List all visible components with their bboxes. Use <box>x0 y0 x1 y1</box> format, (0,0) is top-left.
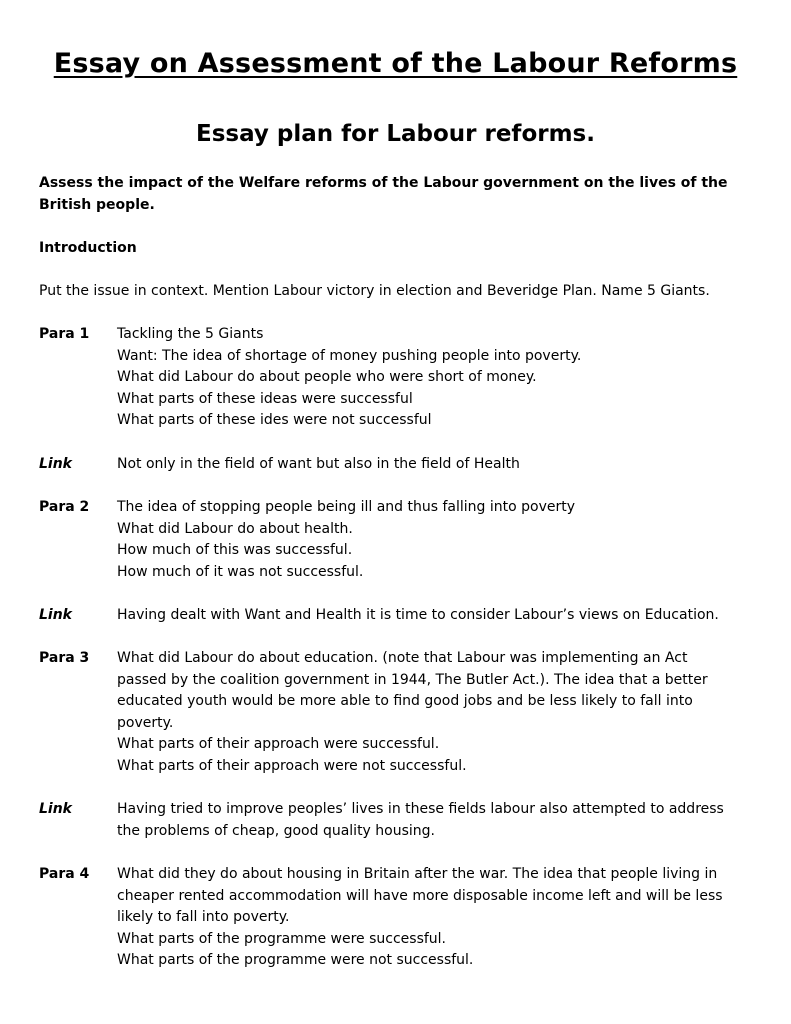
section-line: What did Labour do about health. <box>117 520 353 537</box>
section-line: What did Labour do about people who were short of money. <box>117 369 537 386</box>
essay-question: Assess the impact of the Welfare reforms of the Labour government on the lives of the British people. <box>39 175 728 213</box>
section-line: What did they do about housing in Britain after the war. The idea that people living in <box>117 866 718 882</box>
section-line: What did Labour do about education. (note that Labour was implementing an Act <box>117 650 688 666</box>
section-body <box>117 324 767 432</box>
section-line: Want: The idea of shortage of money pushing people into poverty. <box>117 347 582 364</box>
section-label: Para 3 <box>39 650 90 666</box>
section-line: poverty. <box>117 714 174 731</box>
section-line: What parts of the programme were not successful. <box>117 952 474 969</box>
section-line: What parts of these ides were not successful <box>117 412 432 429</box>
section-line: Having tried to improve peoples’ lives in these fields labour also attempted to address <box>117 801 724 817</box>
section-line: educated youth would be more able to find good jobs and be less likely to fall into <box>117 693 693 710</box>
introduction-text: Put the issue in context. Mention Labour victory in election and Beveridge Plan. Name 5 Giants. <box>39 283 710 299</box>
section-line: How much of this was successful. <box>117 542 353 559</box>
section-line: What parts of these ideas were successful <box>117 390 413 407</box>
section-body <box>117 864 767 972</box>
section-body <box>117 497 767 583</box>
document-subtitle: Essay plan for Labour reforms. <box>196 121 595 147</box>
section-line: What parts of their approach were not successful. <box>117 757 467 774</box>
section-line: cheaper rented accommodation will have more disposable income left and will be less <box>117 887 723 904</box>
section-line: likely to fall into poverty. <box>117 909 290 926</box>
section-line: The idea of stopping people being ill and thus falling into poverty <box>117 499 576 515</box>
section-body <box>117 605 767 627</box>
section-line: Having dealt with Want and Health it is time to consider Labour’s views on Education. <box>117 607 719 623</box>
section-label: Para 4 <box>39 866 90 882</box>
section-label: Para 1 <box>39 326 90 342</box>
section-line: Tackling the 5 Giants <box>117 326 264 342</box>
section-body <box>117 454 767 476</box>
link-label: Link <box>39 607 72 623</box>
section-line: What parts of the programme were successful. <box>117 930 446 947</box>
link-label: Link <box>39 456 72 472</box>
section-line: passed by the coalition government in 1944, The Butler Act.). The idea that a better <box>117 671 708 688</box>
section-line: What parts of their approach were successful. <box>117 736 440 753</box>
link-label: Link <box>39 801 72 817</box>
section-body <box>117 799 767 842</box>
section-line: the problems of cheap, good quality housing. <box>117 822 435 839</box>
document-title: Essay on Assessment of the Labour Reforms <box>53 48 738 79</box>
introduction-heading: Introduction <box>39 240 137 256</box>
section-line: Not only in the field of want but also in the field of Health <box>117 456 520 472</box>
section-label: Para 2 <box>39 499 90 515</box>
section-line: How much of it was not successful. <box>117 563 364 580</box>
section-body <box>117 648 767 778</box>
